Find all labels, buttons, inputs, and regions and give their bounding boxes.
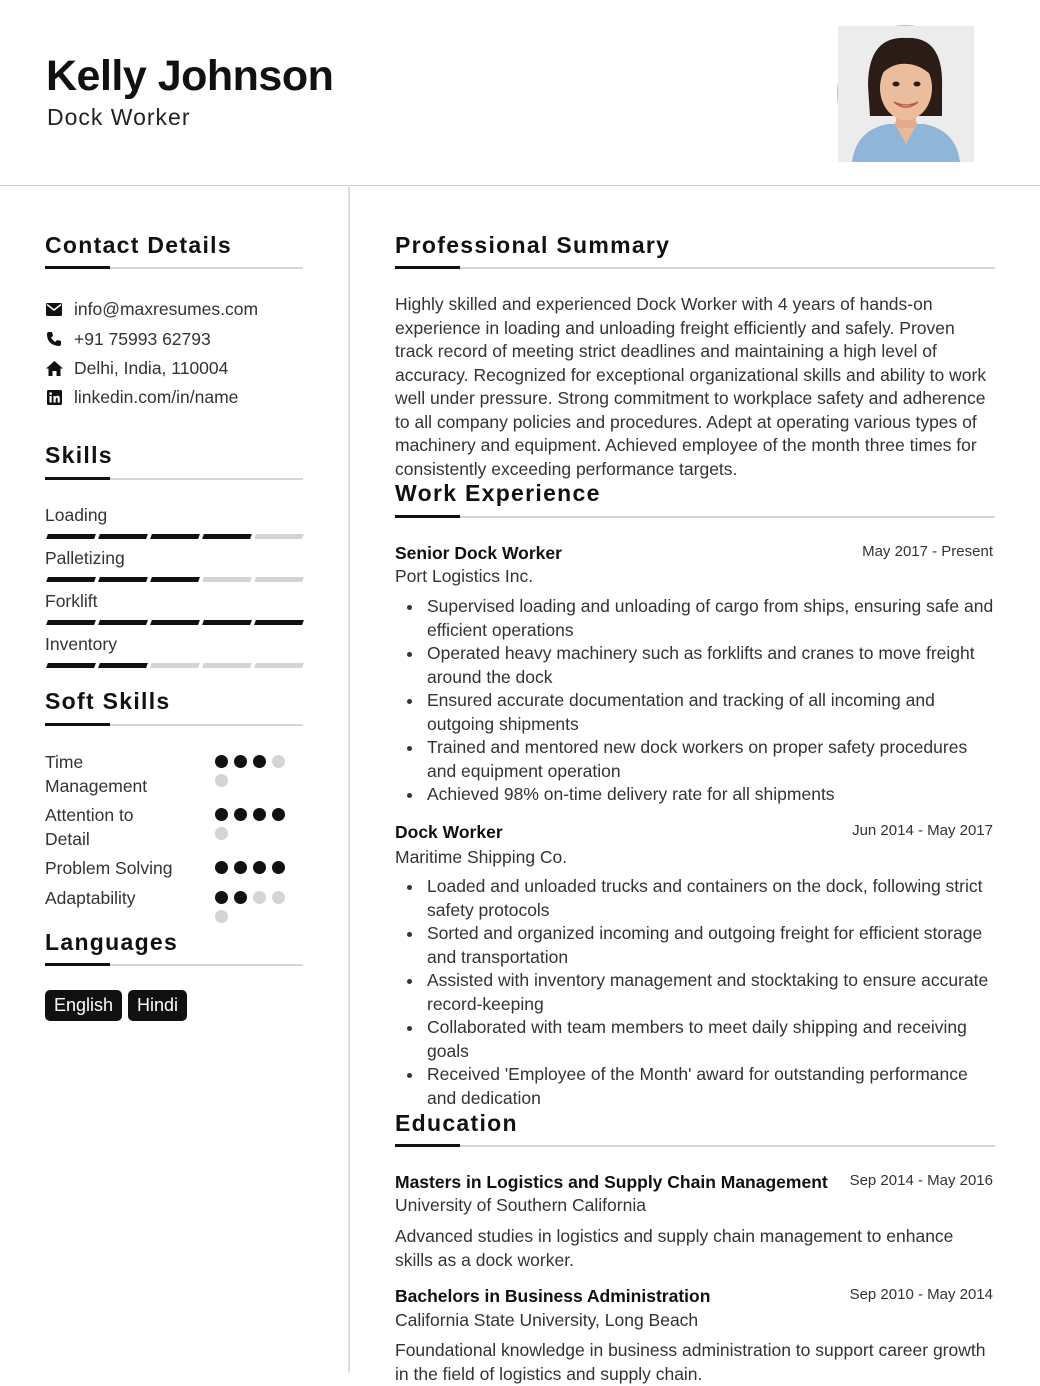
education-dates: Sep 2014 - May 2016 <box>849 1172 993 1189</box>
education-description: Advanced studies in logistics and supply chain management to enhance skills as a dock worker. <box>395 1226 954 1270</box>
skill-name: Forklift <box>45 591 98 611</box>
skill-level-segment <box>254 620 304 625</box>
job-role: Senior Dock Worker <box>395 543 562 563</box>
languages-heading-rule <box>45 964 303 966</box>
skill-level-bar <box>47 663 303 668</box>
soft-skill-dot <box>272 808 285 821</box>
contact-address-text: Delhi, India, 110004 <box>74 357 229 378</box>
skill-level-segment <box>98 663 148 668</box>
experience-heading-rule <box>395 516 995 518</box>
skill-level-segment <box>254 663 304 668</box>
skill-level-segment <box>202 620 252 625</box>
soft-skill-dot <box>234 755 247 768</box>
job-bullet: Supervised loading and unloading of cargo from ships, ensuring safe and efficient operations <box>427 595 997 642</box>
envelope-icon <box>45 300 63 318</box>
linkedin-icon <box>45 388 63 406</box>
soft-skill-dot <box>215 891 228 904</box>
education-school: University of Southern California <box>395 1195 646 1215</box>
contact-phone[interactable] <box>45 328 211 350</box>
job-bullet: Operated heavy machinery such as forklifts and cranes to move freight around the dock <box>427 642 997 689</box>
skill-level-segment <box>46 620 96 625</box>
job-dates: May 2017 - Present <box>862 543 993 560</box>
soft-skill-dot <box>253 891 266 904</box>
education-degree: Bachelors in Business Administration <box>395 1286 711 1306</box>
soft-skill-dot <box>272 861 285 874</box>
job-company: Port Logistics Inc. <box>395 566 534 586</box>
education-description: Foundational knowledge in business administration to support career growth in the field of logistics and supply chain. <box>395 1340 986 1384</box>
soft-skill-dot <box>272 891 285 904</box>
contact-email-text: info@maxresumes.com <box>74 298 259 319</box>
job-bullet: Assisted with inventory management and stocktaking to ensure accurate record-keeping <box>427 969 997 1016</box>
skill-name: Palletizing <box>45 548 125 568</box>
soft-skill-dots <box>215 808 285 840</box>
job-bullet: Loaded and unloaded trucks and containers on the dock, following strict safety protocols <box>427 875 997 922</box>
soft-skill-name: Attention to Detail <box>45 805 134 849</box>
soft-skill-dot <box>215 910 228 923</box>
soft-skill-dot <box>215 861 228 874</box>
contact-heading: Contact Details <box>45 232 232 258</box>
skill-level-segment <box>202 663 252 668</box>
skill-level-segment <box>202 534 252 539</box>
soft-skill-name: Adaptability <box>45 888 136 908</box>
job-bullets <box>427 875 997 1110</box>
summary-text: Highly skilled and experienced Dock Worker with 4 years of hands-on experience in loading and unloading freight efficiently and safely. Proven track record of meeting strict deadlines and maintaining a high level of accuracy. Recognized for exceptional organizational skills and ability to work well under pressure. Strong commitment to workplace safety and adherence to all company policies and procedures. Adept at operating various types of machinery and equipment. Achieved employee of the month three times for consistently exceeding performance targets. <box>395 294 987 479</box>
job-bullet: Received 'Employee of the Month' award for outstanding performance and dedication <box>427 1063 997 1110</box>
skills-heading-rule <box>45 478 303 480</box>
skill-name: Inventory <box>45 634 117 654</box>
contact-linkedin[interactable] <box>45 386 238 408</box>
skill-level-segment <box>46 663 96 668</box>
home-icon <box>45 359 63 377</box>
soft-skill-dots <box>215 755 285 787</box>
soft-skill-dot <box>215 827 228 840</box>
contact-email[interactable] <box>45 298 258 320</box>
job-bullets <box>427 595 997 807</box>
job-bullet: Collaborated with team members to meet daily shipping and receiving goals <box>427 1016 997 1063</box>
skill-level-segment <box>254 534 304 539</box>
soft-skill-dot <box>234 808 247 821</box>
skill-level-segment <box>46 534 96 539</box>
soft-skill-dot <box>253 755 266 768</box>
soft-skill-dot <box>234 891 247 904</box>
language-badge: English <box>45 990 122 1021</box>
experience-heading: Work Experience <box>395 480 601 506</box>
candidate-title: Dock Worker <box>47 104 191 130</box>
skill-level-segment <box>150 577 200 582</box>
soft-skills-heading-rule <box>45 724 303 726</box>
education-heading-rule <box>395 1145 995 1147</box>
contact-phone-text: +91 75993 62793 <box>74 328 211 349</box>
candidate-name: Kelly Johnson <box>46 52 334 100</box>
resume-header <box>0 0 1040 186</box>
skills-heading: Skills <box>45 442 113 468</box>
contact-heading-rule <box>45 267 303 269</box>
soft-skill-dot <box>272 755 285 768</box>
job-bullet: Sorted and organized incoming and outgoing freight for efficient storage and transportation <box>427 922 997 969</box>
soft-skill-dot <box>215 774 228 787</box>
soft-skill-dot <box>215 808 228 821</box>
column-divider <box>348 187 350 1372</box>
summary-heading: Professional Summary <box>395 232 671 258</box>
skill-level-segment <box>202 577 252 582</box>
contact-linkedin-text: linkedin.com/in/name <box>74 386 239 407</box>
job-bullet: Achieved 98% on-time delivery rate for all shipments <box>427 783 997 807</box>
soft-skill-dots <box>215 861 285 874</box>
education-school: California State University, Long Beach <box>395 1310 699 1330</box>
skill-level-segment <box>98 577 148 582</box>
soft-skill-name: Time Management <box>45 752 148 796</box>
languages-heading: Languages <box>45 929 179 955</box>
job-role: Dock Worker <box>395 822 503 842</box>
skill-level-bar <box>47 577 303 582</box>
soft-skills-heading: Soft Skills <box>45 688 171 714</box>
skill-level-segment <box>98 534 148 539</box>
education-heading: Education <box>395 1110 518 1136</box>
job-company: Maritime Shipping Co. <box>395 847 568 867</box>
soft-skill-dot <box>234 861 247 874</box>
job-dates: Jun 2014 - May 2017 <box>852 822 993 839</box>
education-dates: Sep 2010 - May 2014 <box>849 1286 993 1303</box>
contact-address <box>45 357 228 379</box>
summary-heading-rule <box>395 267 995 269</box>
soft-skill-dot <box>253 861 266 874</box>
skill-level-segment <box>254 577 304 582</box>
job-bullet: Trained and mentored new dock workers on proper safety procedures and equipment operation <box>427 736 997 783</box>
skill-level-segment <box>150 663 200 668</box>
skill-level-segment <box>150 620 200 625</box>
skill-level-segment <box>46 577 96 582</box>
skill-level-segment <box>150 534 200 539</box>
soft-skill-dot <box>215 755 228 768</box>
profile-photo <box>837 25 973 161</box>
skill-name: Loading <box>45 505 108 525</box>
skill-level-bar <box>47 620 303 625</box>
skill-level-bar <box>47 534 303 539</box>
job-bullet: Ensured accurate documentation and tracking of all incoming and outgoing shipments <box>427 689 997 736</box>
language-badge: Hindi <box>128 990 187 1021</box>
soft-skill-dots <box>215 891 285 923</box>
soft-skill-name: Problem Solving <box>45 858 173 878</box>
education-degree: Masters in Logistics and Supply Chain Management <box>395 1172 828 1192</box>
soft-skill-dot <box>253 808 266 821</box>
skill-level-segment <box>98 620 148 625</box>
phone-icon <box>45 330 63 348</box>
